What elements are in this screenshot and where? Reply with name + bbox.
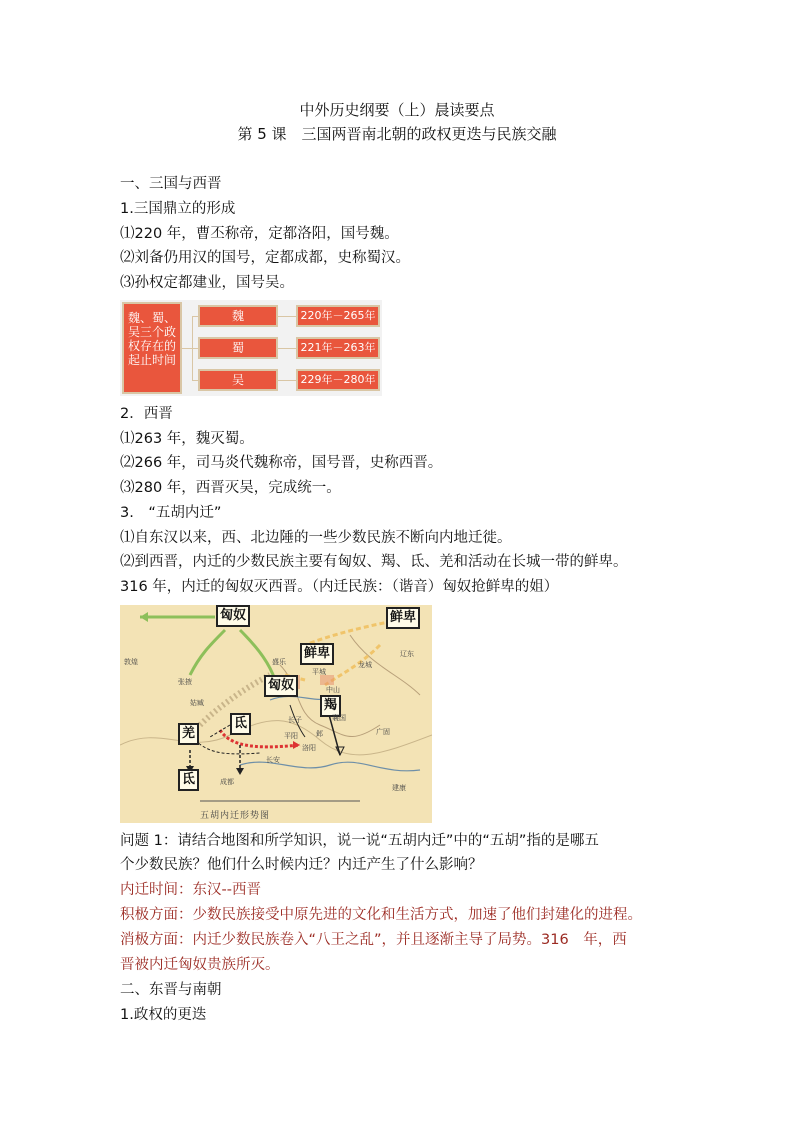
place-label: 盛乐 bbox=[272, 658, 286, 666]
subheading-western-jin: 2．西晋 bbox=[120, 406, 173, 422]
place-label: 辽东 bbox=[400, 650, 414, 658]
place-label: 邺 bbox=[316, 730, 323, 738]
place-label: 平阳 bbox=[284, 732, 298, 740]
text-line: ⑵刘备仍用汉的国号，定都成都，史称蜀汉。 bbox=[120, 250, 410, 266]
diagram-state-wei: 魏 bbox=[198, 305, 278, 327]
place-label: 建康 bbox=[392, 784, 406, 792]
diagram-state-wu: 吴 bbox=[198, 369, 278, 391]
diagram-state-shu: 蜀 bbox=[198, 337, 278, 359]
place-label: 襄国 bbox=[332, 714, 346, 722]
text-line: ⑵266 年，司马炎代魏称帝，国号晋，史称西晋。 bbox=[120, 455, 443, 471]
place-label: 姑臧 bbox=[190, 699, 204, 707]
diagram-connector bbox=[278, 380, 296, 381]
section-heading-2: 二、东晋与南朝 bbox=[120, 982, 222, 998]
tribe-label-di: 氐 bbox=[178, 769, 199, 791]
place-label: 张掖 bbox=[178, 678, 192, 686]
question-line: 个少数民族？他们什么时候内迁？内迁产生了什么影响？ bbox=[120, 857, 483, 873]
text-line: ⑴220 年，曹丕称帝，定都洛阳，国号魏。 bbox=[120, 226, 399, 242]
section-heading-1: 一、三国与西晋 bbox=[120, 176, 222, 192]
lesson-title: 第 5 课 三国两晋南北朝的政权更迭与民族交融 bbox=[237, 125, 557, 143]
place-label: 洛阳 bbox=[302, 744, 316, 752]
place-label: 敦煌 bbox=[124, 658, 138, 666]
tribe-label-jie: 羯 bbox=[320, 695, 341, 717]
text-line: ⑴263 年，魏灭蜀。 bbox=[120, 431, 254, 447]
three-kingdoms-diagram bbox=[120, 300, 382, 396]
place-label: 成都 bbox=[220, 778, 234, 786]
text-line: 316 年，内迁的匈奴灭西晋。（内迁民族：（谐音）匈奴抢鲜卑的姐） bbox=[120, 579, 559, 595]
map-drawing bbox=[120, 605, 432, 823]
subheading-five-barbarians: 3. “五胡内迁” bbox=[120, 505, 222, 521]
tribe-label-di: 氐 bbox=[230, 713, 251, 735]
document-title: 中外历史纲要（上）晨读要点 bbox=[299, 101, 495, 119]
subheading-three-kingdoms: 1.三国鼎立的形成 bbox=[120, 201, 236, 217]
tribe-label-xiongnu: 匈奴 bbox=[216, 605, 250, 627]
place-label: 平城 bbox=[312, 668, 326, 676]
subheading-regime-change: 1.政权的更迭 bbox=[120, 1007, 207, 1023]
tribe-label-xianbei: 鲜卑 bbox=[300, 643, 334, 665]
question-line: 问题 1：请结合地图和所学知识，说一说“五胡内迁”中的“五胡”指的是哪五 bbox=[120, 833, 599, 849]
diagram-left-label: 魏、蜀、吴三个政权存在的起止时间 bbox=[122, 302, 182, 394]
answer-line: 内迁时间：东汉--西晋 bbox=[120, 882, 261, 898]
tribe-label-xiongnu: 匈奴 bbox=[264, 675, 298, 697]
place-label: 广固 bbox=[376, 728, 390, 736]
text-line: ⑵到西晋，内迁的少数民族主要有匈奴、羯、氐、羌和活动在长城一带的鲜卑。 bbox=[120, 554, 628, 570]
diagram-connector bbox=[278, 316, 296, 317]
place-label: 中山 bbox=[326, 686, 340, 694]
text-line: ⑴自东汉以来，西、北边陲的一些少数民族不断向内地迁徙。 bbox=[120, 530, 512, 546]
text-line: ⑶孙权定都建业，国号吴。 bbox=[120, 275, 294, 291]
place-label: 长安 bbox=[266, 756, 280, 764]
answer-line: 晋被内迁匈奴贵族所灭。 bbox=[120, 957, 280, 973]
answer-line: 积极方面：少数民族接受中原先进的文化和生活方式，加速了他们封建化的进程。 bbox=[120, 907, 642, 923]
tribe-label-xianbei: 鲜卑 bbox=[386, 607, 420, 629]
diagram-years-shu: 221年－263年 bbox=[296, 337, 380, 359]
map-caption: 五胡内迁形势图 bbox=[200, 811, 271, 821]
place-label: 龙城 bbox=[358, 661, 372, 669]
diagram-years-wei: 220年－265年 bbox=[296, 305, 380, 327]
diagram-connector bbox=[278, 348, 296, 349]
place-label: 长子 bbox=[288, 716, 302, 724]
answer-line: 消极方面：内迁少数民族卷入“八王之乱”，并且逐渐主导了局势。316 年，西 bbox=[120, 932, 627, 948]
diagram-years-wu: 229年－280年 bbox=[296, 369, 380, 391]
tribe-label-qiang: 羌 bbox=[178, 723, 199, 745]
text-line: ⑶280 年，西晋灭吴，完成统一。 bbox=[120, 480, 341, 496]
diagram-connector bbox=[182, 348, 192, 349]
migration-map bbox=[120, 605, 432, 823]
